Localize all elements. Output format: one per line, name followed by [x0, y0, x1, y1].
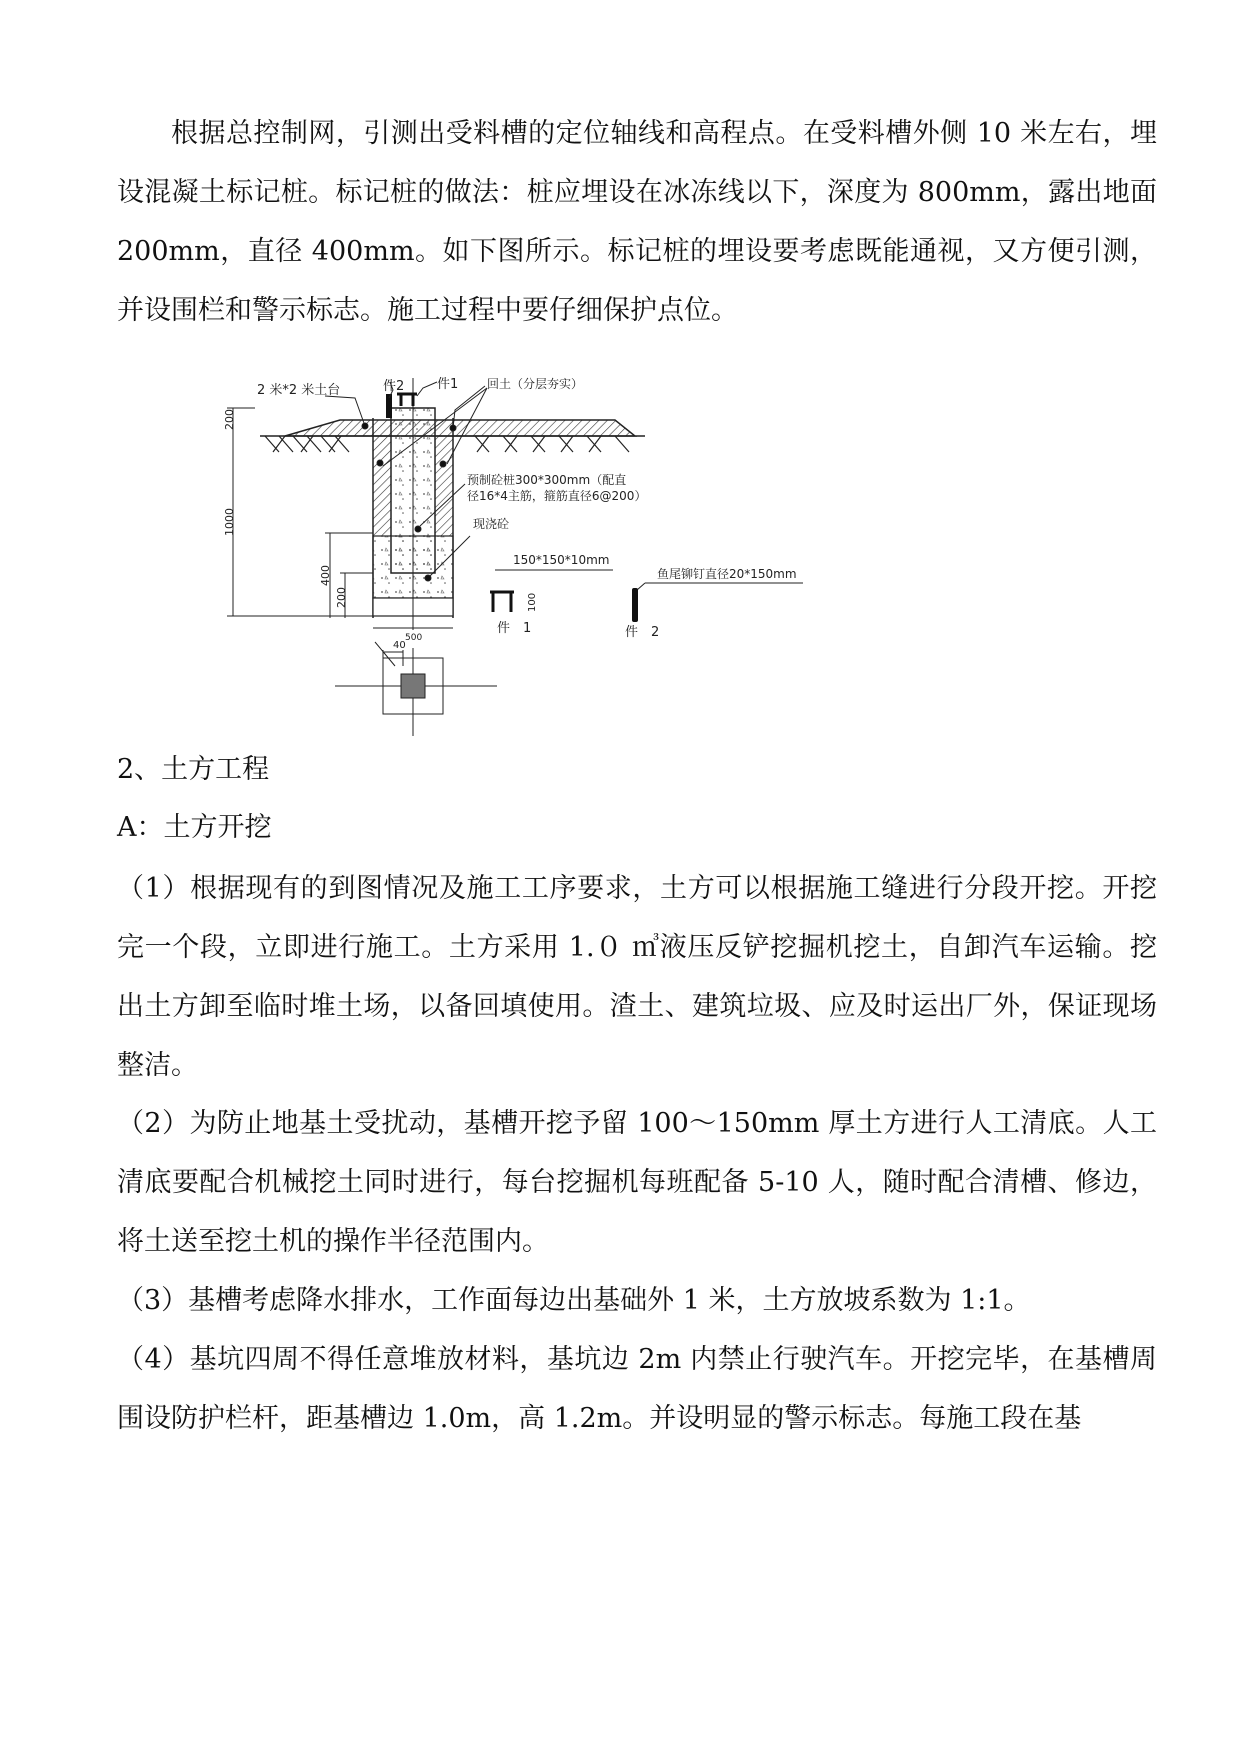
- label-platform: 2 米*2 米土台: [257, 383, 341, 398]
- label-pile-line2: 径16*4主筋，箍筋直径6@200）: [467, 489, 647, 503]
- paragraph-item-4: （4）基坑四周不得任意堆放材料，基坑边 2m 内禁止行驶汽车。开挖完毕，在基槽周围设防护栏杆，距基槽边 1.0m，高 1.2m。并设明显的警示标志。每施工段在基: [117, 1344, 1157, 1434]
- label-part2-bottom: 件 2: [625, 625, 660, 640]
- label-rivet: 鱼尾铆钉直径20*150mm: [657, 567, 797, 581]
- dim-40: 40: [393, 640, 406, 651]
- earth-mound: [285, 420, 635, 436]
- part2-detail: [632, 588, 638, 622]
- pit-left-hatch: [373, 436, 391, 536]
- part1-detail: [490, 592, 514, 612]
- dim-400: 400: [319, 565, 332, 586]
- section-title-earthwork: 2、土方工程: [117, 754, 270, 785]
- label-backfill: 回土（分层夯实）: [487, 377, 584, 391]
- paragraph-item-1: （1）根据现有的到图情况及施工工序要求，土方可以根据施工缝进行分段开挖。开挖完一个段，立即进行施工。土方采用 1.０ ㎥液压反铲挖掘机挖土，自卸汽车运输。挖出土方卸至临时堆土场，以备回填使用。渣土、建筑垃圾、应及时运出厂外，保证现场整洁。: [117, 873, 1157, 1081]
- label-pile-line1: 预制砼桩300*300mm（配直: [467, 473, 627, 487]
- marker-pile-figure: [225, 378, 905, 830]
- label-cast: 现浇砼: [473, 517, 510, 531]
- plan-pile-square: [401, 674, 425, 698]
- label-part1-bottom: 件 1: [497, 621, 532, 636]
- dim-200-top: 200: [223, 409, 236, 430]
- part1-plate-mark: [397, 394, 417, 406]
- paragraph-item-2: （2）为防止地基土受扰动，基槽开挖予留 100～150mm 厚土方进行人工清底。人工清底要配合机械挖土同时进行，每台挖掘机每班配备 5-10 人，随时配合清槽、修边，将土送至挖土机的操作半径范围内。: [117, 1108, 1157, 1257]
- paragraph-item-3: （3）基槽考虑降水排水，工作面每边出基础外 1 米，土方放坡系数为 1:1。: [117, 1285, 1031, 1316]
- dim-200-bottom: 200: [335, 587, 348, 608]
- label-part2-top: 件2: [383, 379, 405, 394]
- paragraph-survey-marker: 根据总控制网，引测出受料槽的定位轴线和高程点。在受料槽外侧 10 米左右，埋设混凝土标记桩。标记桩的做法：桩应埋设在冰冻线以下，深度为 800mm，露出地面 200mm，直径 400mm。如下图所示。标记桩的埋设要考虑既能通视，又方便引测，并设围栏和警示标志。施工过程中要仔细保护点位。: [117, 118, 1157, 326]
- dim-1000: 1000: [223, 508, 236, 536]
- subsection-title-excavation: A：土方开挖: [117, 812, 272, 843]
- label-part1-top: 件1: [437, 377, 459, 392]
- label-plate: 150*150*10mm: [513, 553, 610, 567]
- dim-500: 500: [405, 633, 423, 643]
- dim-100: 100: [527, 592, 538, 612]
- pit-right-hatch: [435, 436, 453, 536]
